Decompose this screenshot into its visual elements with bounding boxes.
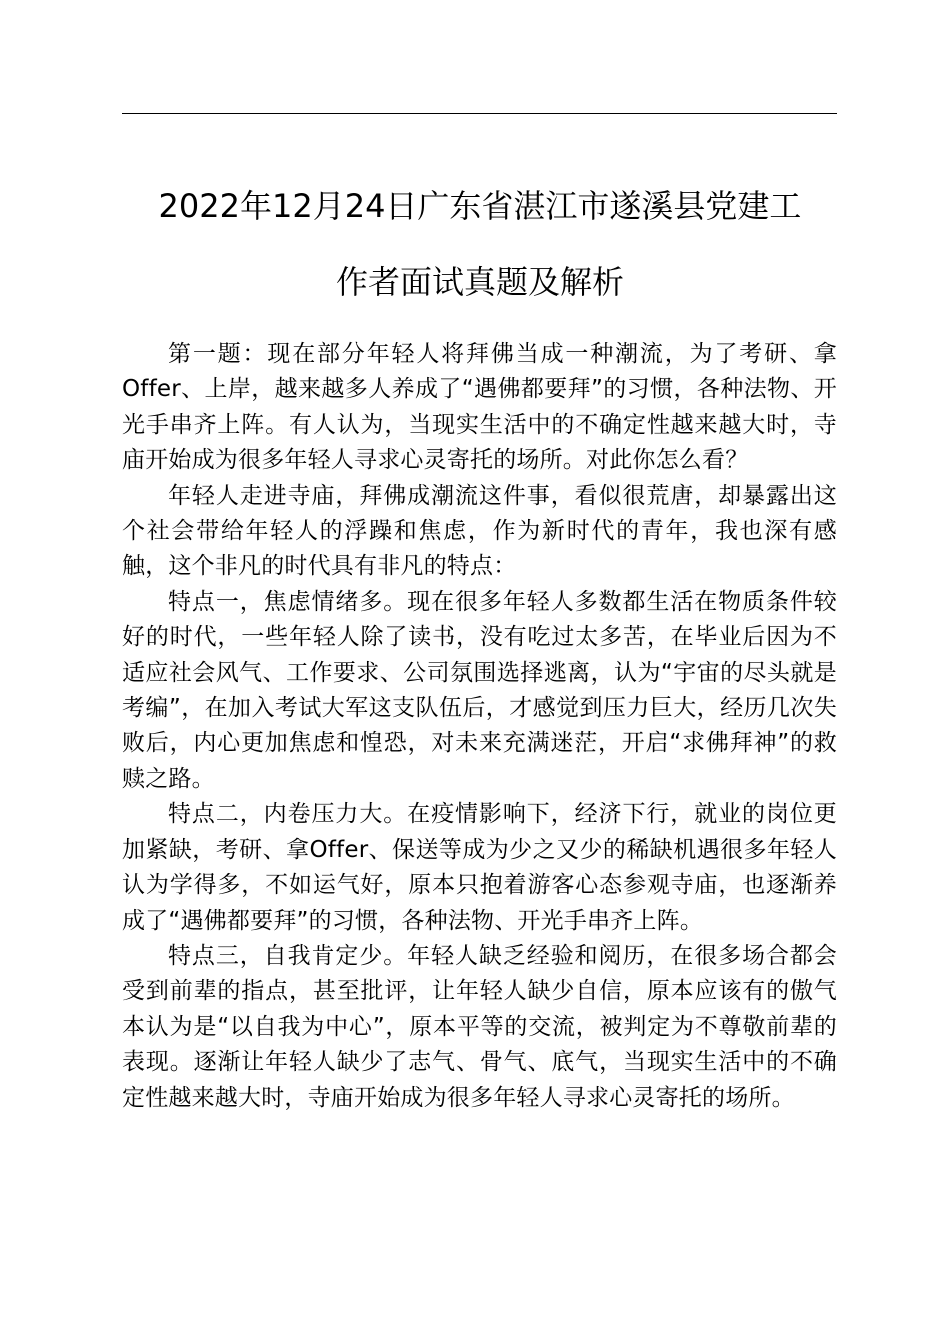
page-title xyxy=(110,168,850,320)
paragraph-point-3: 特点三，自我肯定少。年轻人缺乏经验和阅历，在很多场合都会受到前辈的指点，甚至批评，让年轻人缺少自信，原本应该有的傲气本认为是“以自我为中心”，原本平等的交流，被判定为不尊敬前辈的表现。逐渐让年轻人缺少了志气、骨气、底气，当现实生活中的不确定性越来越大时，寺庙开始成为很多年轻人寻求心灵寄托的场所。 xyxy=(122,942,837,1111)
header-rule xyxy=(122,113,837,114)
paragraph-question: 第一题：现在部分年轻人将拜佛当成一种潮流，为了考研、拿Offer、上岸，越来越多人养成了“遇佛都要拜”的习惯，各种法物、开光手串齐上阵。有人认为，当现实生活中的不确定性越来越大时，寺庙开始成为很多年轻人寻求心灵寄托的场所。对此你怎么看？ xyxy=(122,341,837,474)
paragraph-point-1: 特点一，焦虑情绪多。现在很多年轻人多数都生活在物质条件较好的时代，一些年轻人除了读书，没有吃过太多苦，在毕业后因为不适应社会风气、工作要求、公司氛围选择逃离，认为“宇宙的尽头就是考编”，在加入考试大军这支队伍后，才感觉到压力巨大，经历几次失败后，内心更加焦虑和惶恐，对未来充满迷茫，开启“求佛拜神”的救赎之路。 xyxy=(122,588,837,792)
paragraph-point-2: 特点二，内卷压力大。在疫情影响下，经济下行，就业的岗位更加紧缺，考研、拿Offer、保送等成为少之又少的稀缺机遇很多年轻人认为学得多，不如运气好，原本只抱着游客心态参观寺庙，也逐渐养成了“遇佛都要拜”的习惯，各种法物、开光手串齐上阵。 xyxy=(122,801,837,934)
title-line-1: 2022年12月24日广东省湛江市遂溪县党建工 xyxy=(158,187,802,225)
body-text xyxy=(122,337,837,1116)
paragraph-intro: 年轻人走进寺庙，拜佛成潮流这件事，看似很荒唐，却暴露出这个社会带给年轻人的浮躁和焦虑，作为新时代的青年，我也深有感触，这个非凡的时代具有非凡的特点： xyxy=(122,482,837,580)
title-line-2: 作者面试真题及解析 xyxy=(335,263,624,301)
